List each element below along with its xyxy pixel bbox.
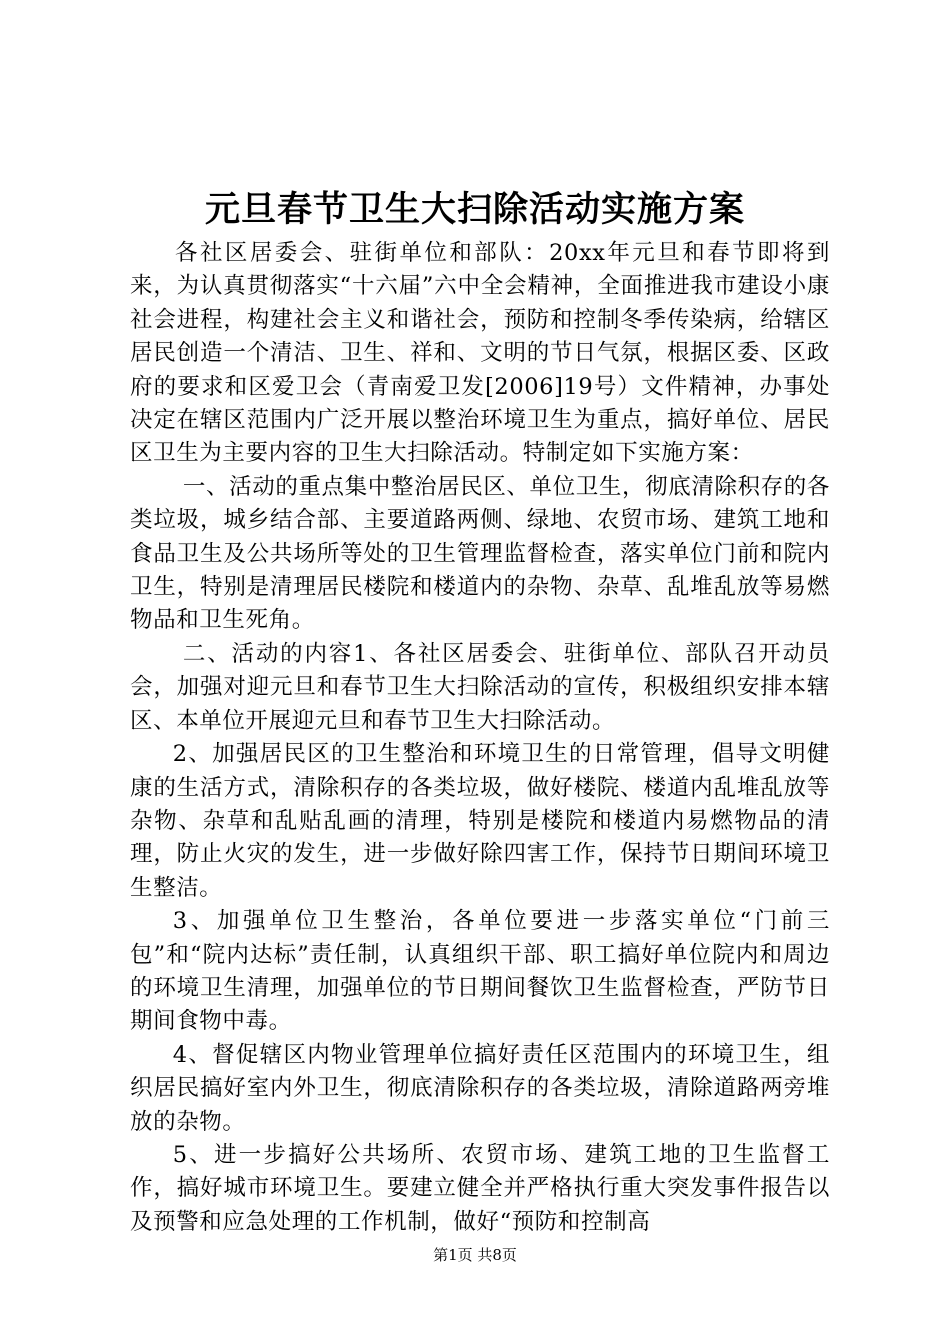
paragraph-section-2: 二、活动的内容1、各社区居委会、驻街单位、部队召开动员会，加强对迎元旦和春节卫生大扫除活动的宣传，积极组织安排本辖区、本单位开展迎元旦和春节卫生大扫除活动。 bbox=[130, 640, 830, 734]
paragraph-section-1: 一、活动的重点集中整治居民区、单位卫生，彻底清除积存的各类垃圾，城乡结合部、主要道路两侧、绿地、农贸市场、建筑工地和食品卫生及公共场所等处的卫生管理监督检查，落实单位门前和院内卫生，特别是清理居民楼院和楼道内的杂物、杂草、乱堆乱放等易燃物品和卫生死角。 bbox=[130, 473, 830, 634]
paragraph-intro: 各社区居委会、驻街单位和部队：20xx年元旦和春节即将到来，为认真贯彻落实“十六届”六中全会精神，全面推进我市建设小康社会进程，构建社会主义和谐社会，预防和控制冬季传染病，给辖区居民创造一个清洁、卫生、祥和、文明的节日气氛，根据区委、区政府的要求和区爱卫会（青南爱卫发[2006]19号）文件精神，办事处决定在辖区范围内广泛开展以整治环境卫生为重点，搞好单位、居民区卫生为主要内容的卫生大扫除活动。特制定如下实施方案： bbox=[130, 240, 830, 467]
page-footer: 第1页 共8页 bbox=[433, 1246, 517, 1264]
paragraph-item-3: 3、加强单位卫生整治，各单位要进一步落实单位“门前三包”和“院内达标”责任制，认真组织干部、职工搞好单位院内和周边的环境卫生清理，加强单位的节日期间餐饮卫生监督检查，严防节日期间食物中毒。 bbox=[130, 908, 830, 1035]
paragraph-item-2: 2、加强居民区的卫生整治和环境卫生的日常管理，倡导文明健康的生活方式，清除积存的各类垃圾，做好楼院、楼道内乱堆乱放等杂物、杂草和乱贴乱画的清理，特别是楼院和楼道内易燃物品的清理，防止火灾的发生，进一步做好除四害工作，保持节日期间环境卫生整洁。 bbox=[130, 741, 830, 901]
paragraph-item-5: 5、进一步搞好公共场所、农贸市场、建筑工地的卫生监督工作，搞好城市环境卫生。要建立健全并严格执行重大突发事件报告以及预警和应急处理的工作机制，做好“预防和控制高 bbox=[130, 1141, 830, 1235]
paragraph-item-4: 4、督促辖区内物业管理单位搞好责任区范围内的环境卫生，组织居民搞好室内外卫生，彻底清除积存的各类垃圾，清除道路两旁堆放的杂物。 bbox=[130, 1041, 830, 1135]
document-body bbox=[130, 237, 830, 1239]
document-title: 元旦春节卫生大扫除活动实施方案 bbox=[204, 189, 745, 230]
